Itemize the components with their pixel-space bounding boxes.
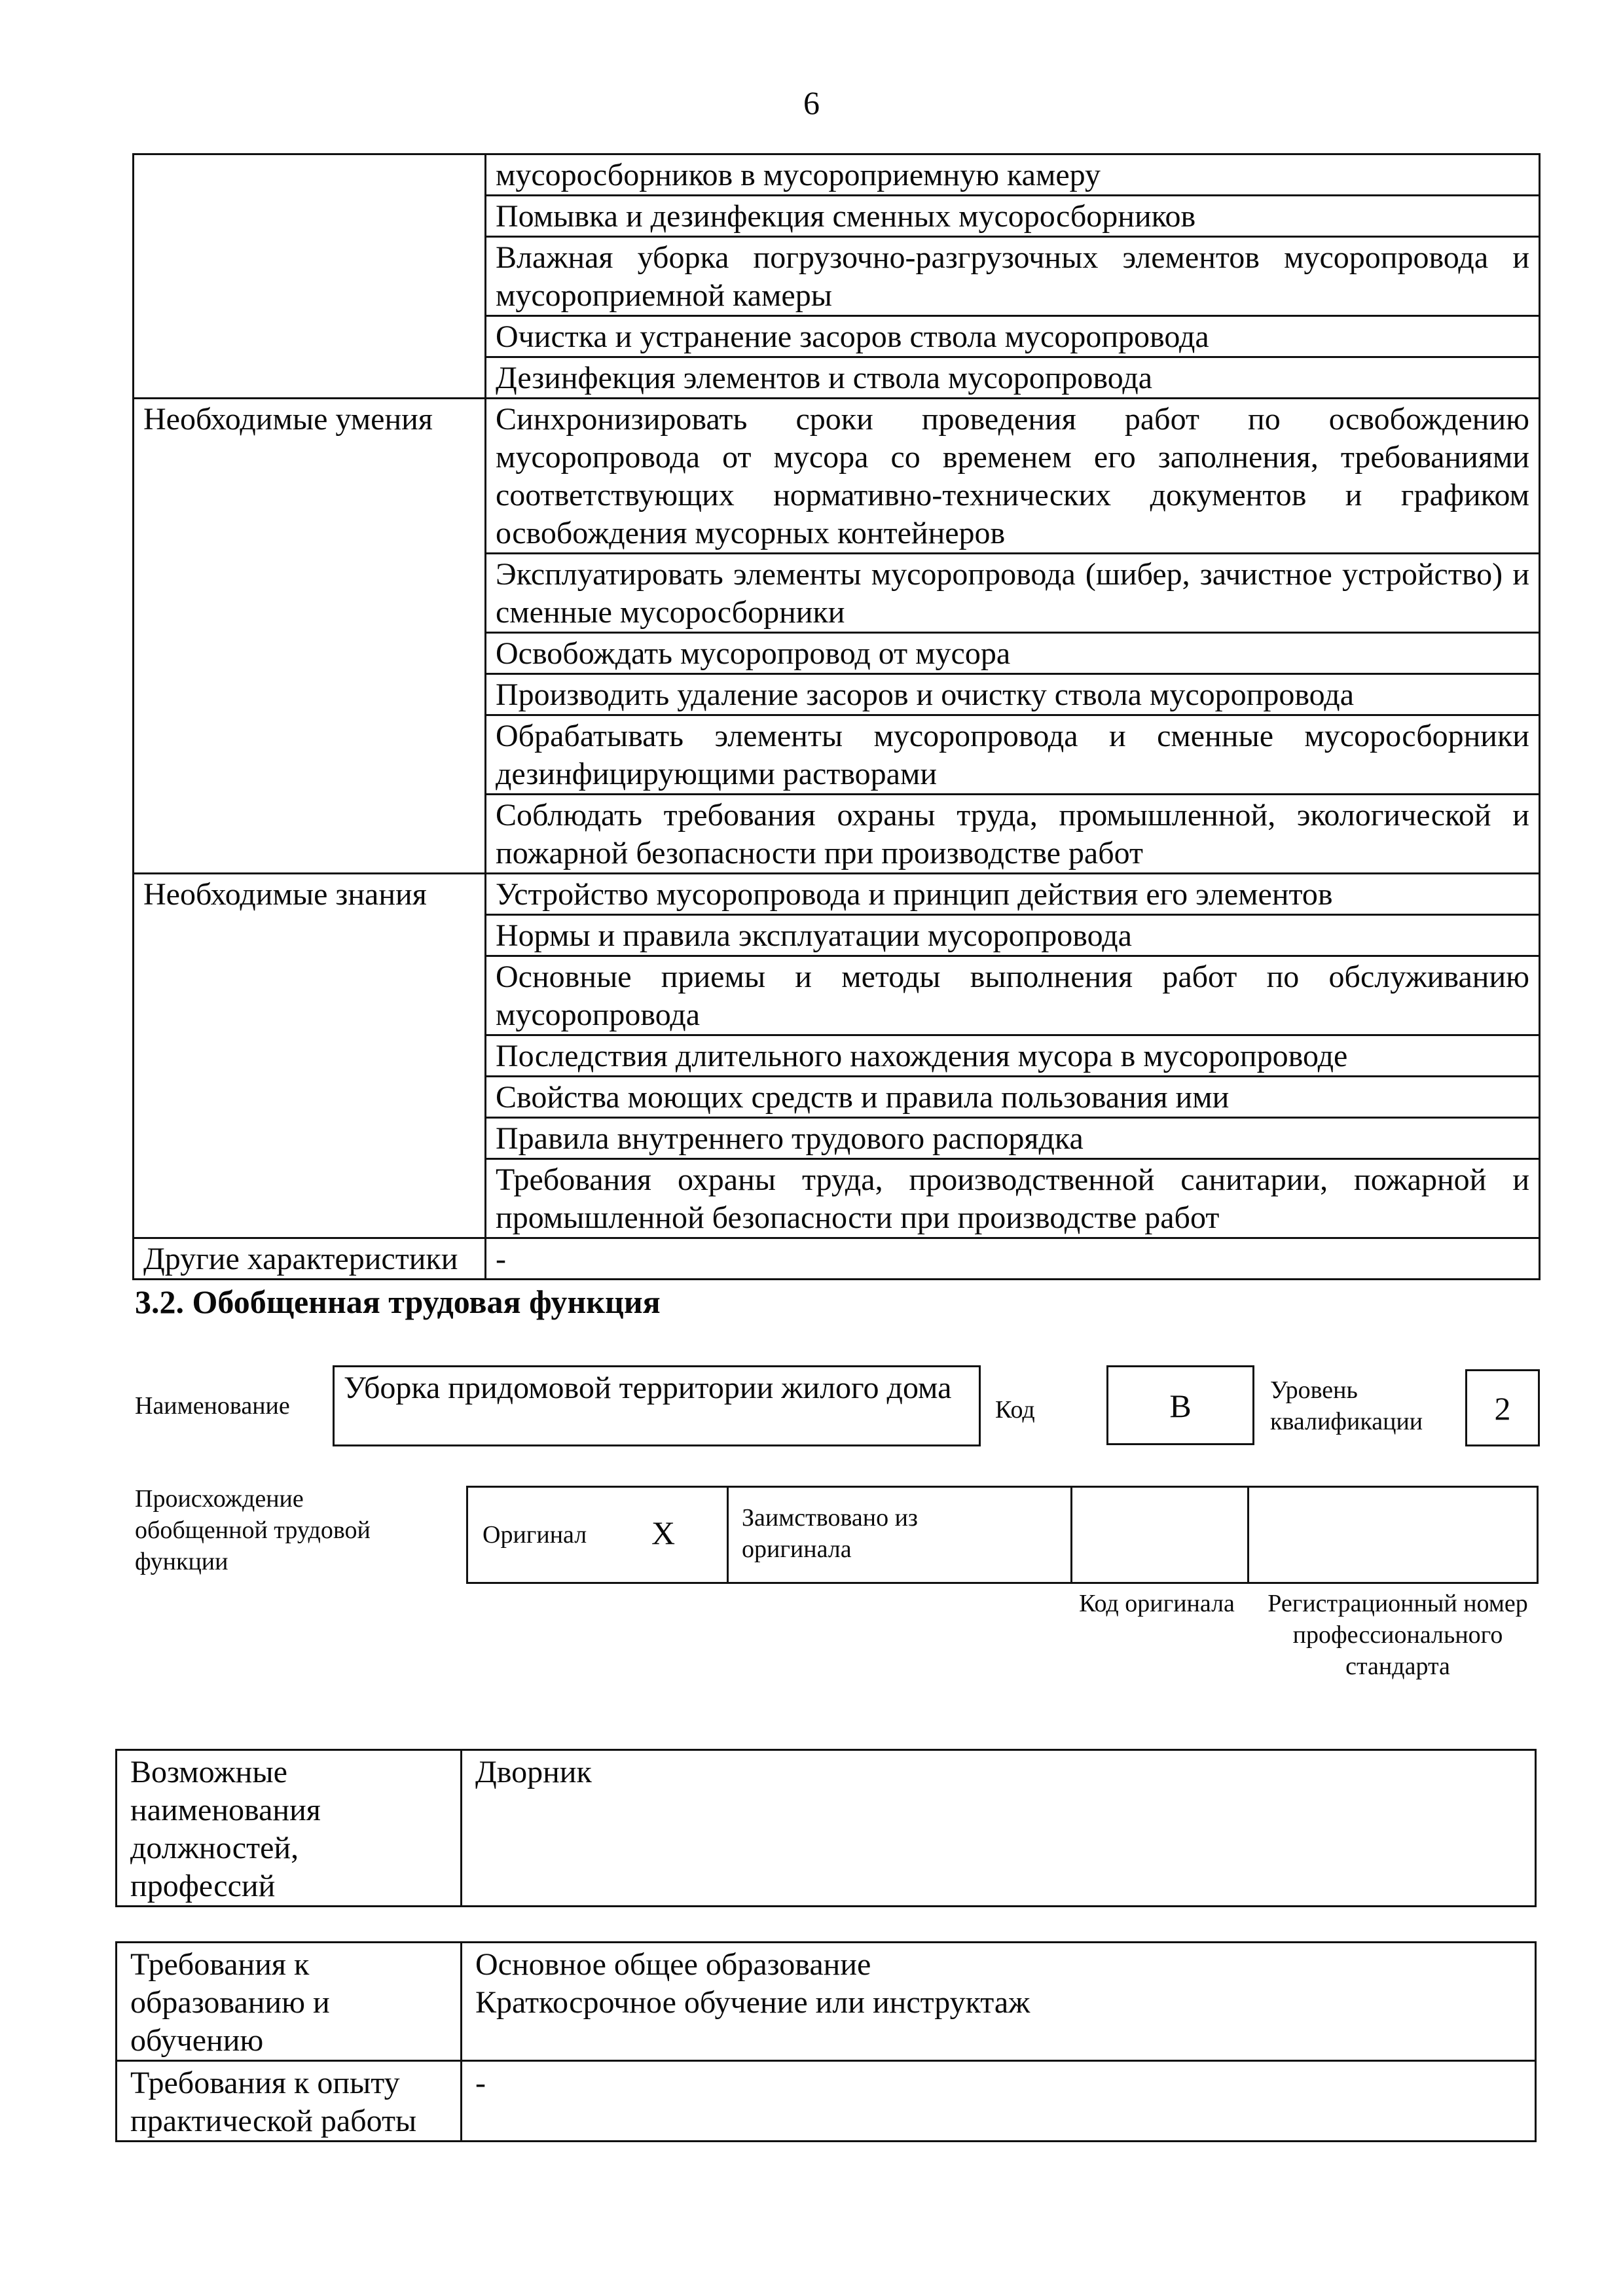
table-row: Очистка и устранение засоров ствола мусоропровода [486,316,1540,357]
page-number: 6 [803,84,820,121]
borrowed-label: Заимствовано из оригинала [742,1504,918,1563]
competency-table [132,153,1541,1280]
divider [1247,1488,1249,1582]
education-value: Основное общее образование [475,1947,871,1982]
experience-label: Требования к опыту практической работы [117,2061,462,2142]
table-row: Свойства моющих средств и правила пользования ими [486,1077,1540,1118]
table-row: Синхронизировать сроки проведения работ по освобождению мусоропровода от мусора со временем его заполнения, требованиями соответствующих нормативно-технических документов и графиком освобождения мусорных контейнеров [486,399,1540,554]
other-value: - [486,1238,1540,1280]
other-label: Другие характеристики [134,1238,486,1280]
table-row: Устройство мусоропровода и принцип действия его элементов [486,874,1540,915]
table-row: Правила внутреннего трудового распорядка [486,1118,1540,1159]
divider [1070,1488,1072,1582]
empty-label-cell [134,154,486,399]
level-field: 2 [1465,1369,1540,1446]
positions-value: Дворник [462,1750,1536,1907]
positions-label: Возможные наименования должностей, профессий [117,1750,462,1907]
origin-label: Происхождение обобщенной трудовой функции [135,1485,371,1575]
original-label: Оригинал [483,1521,587,1549]
registration-number-caption: Регистрационный номер профессионального стандарта [1267,1590,1528,1680]
code-original-caption: Код оригинала [1079,1590,1235,1617]
level-label: Уровень квалификации [1270,1376,1423,1435]
education-value: Краткосрочное обучение или инструктаж [475,1985,1030,2020]
skills-label: Необходимые умения [134,399,486,874]
table-row: Обрабатывать элементы мусоропровода и сменные мусоросборники дезинфицирующими растворами [486,715,1540,795]
table-row: Дезинфекция элементов и ствола мусоропровода [486,357,1540,399]
education-values [462,1943,1536,2061]
education-label: Требования к образованию и обучению [117,1943,462,2061]
section-title: 3.2. Обобщенная трудовая функция [135,1283,661,1320]
function-name-field: Уборка придомовой территории жилого дома [333,1365,981,1446]
original-cell [468,1488,729,1582]
table-row: Освобождать мусоропровод от мусора [486,633,1540,674]
table-row: Производить удаление засоров и очистку ствола мусоропровода [486,674,1540,715]
name-label: Наименование [135,1392,290,1420]
origin-table [466,1486,1539,1584]
table-row: Нормы и правила эксплуатации мусоропровода [486,915,1540,956]
table-row: Основные приемы и методы выполнения работ по обслуживанию мусоропровода [486,956,1540,1035]
positions-table [115,1749,1537,1907]
knowledge-label: Необходимые знания [134,874,486,1238]
table-row: Влажная уборка погрузочно-разгрузочных элементов мусоропровода и мусороприемной камеры [486,237,1540,316]
table-row: Требования охраны труда, производственной санитарии, пожарной и промышленной безопасности при производстве работ [486,1159,1540,1238]
table-row: Соблюдать требования охраны труда, промышленной, экологической и пожарной безопасности при производстве работ [486,795,1540,874]
table-row: мусоросборников в мусороприемную камеру [486,154,1540,196]
code-label: Код [995,1396,1035,1424]
table-row: Эксплуатировать элементы мусоропровода (шибер, зачистное устройство) и сменные мусоросборники [486,554,1540,633]
table-row: Помывка и дезинфекция сменных мусоросборников [486,196,1540,237]
code-field: В [1106,1365,1254,1445]
original-mark: Х [651,1515,676,1551]
table-row: Последствия длительного нахождения мусора в мусоропроводе [486,1035,1540,1077]
requirements-table [115,1941,1537,2142]
experience-value: - [462,2061,1536,2142]
